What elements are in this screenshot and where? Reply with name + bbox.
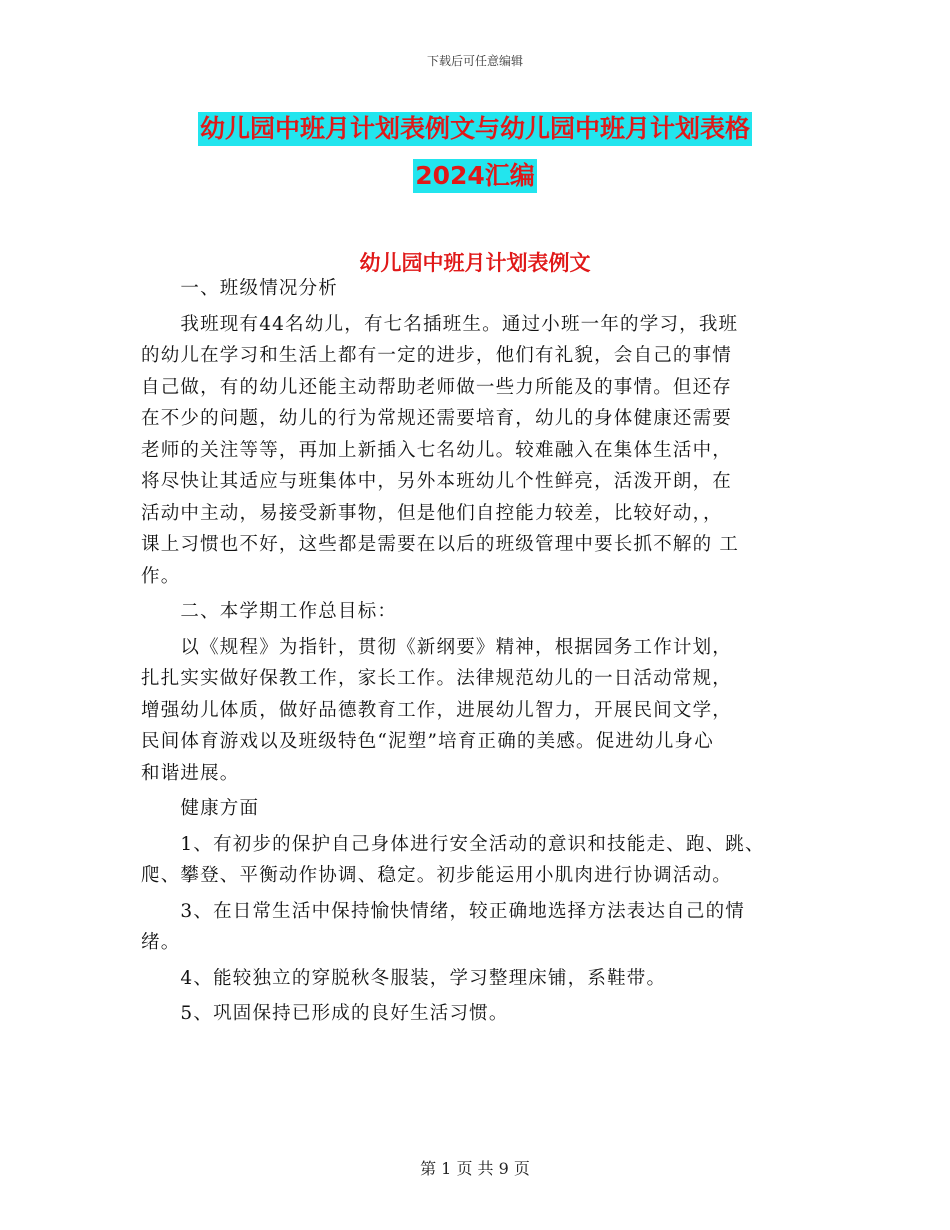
- body-line: 1、有初步的保护自己身体进行安全活动的意识和技能走、跑、跳、: [141, 833, 765, 855]
- body-line: 在不少的问题，幼儿的行为常规还需要培育，幼儿的身体健康还需要: [141, 408, 733, 429]
- body-line: 和谐进展。: [141, 762, 240, 784]
- body-line: 自己做，有的幼儿还能主动帮助老师做一些力所能及的事情。但还存: [141, 376, 733, 398]
- body-line: 民间体育游戏以及班级特色“泥塑”培育正确的美感。促进幼儿身心: [141, 731, 714, 752]
- section-heading: 幼儿园中班月计划表例文: [359, 251, 591, 275]
- body-line: 爬、攀登、平衡动作协调、稳定。初步能运用小肌肉进行协调活动。: [141, 865, 733, 886]
- body-line: 以《规程》为指针，贯彻《新纲要》精神，根据园务工作计划，: [141, 636, 733, 658]
- body-line: 作。: [141, 565, 181, 587]
- body-line: 4、能较独立的穿脱秋冬服装，学习整理床铺，系鞋带。: [141, 967, 667, 989]
- body-line: 我班现有44名幼儿，有七名插班生。通过小班一年的学习，我班: [141, 313, 739, 335]
- page-footer: 第 1 页 共 9 页: [420, 1159, 530, 1178]
- body-line: 绪。: [141, 932, 181, 953]
- body-line: 5、巩固保持已形成的良好生活习惯。: [141, 1003, 509, 1024]
- body-line: 的幼儿在学习和生活上都有一定的进步，他们有礼貌，会自己的事情: [141, 345, 733, 366]
- body-line: 将尽快让其适应与班集体中，另外本班幼儿个性鲜亮，活泼开朗，在: [141, 471, 733, 492]
- body-line: 扎扎实实做好保教工作，家长工作。法律规范幼儿的一日活动常规，: [141, 668, 733, 689]
- body-line: 健康方面: [141, 798, 260, 819]
- body-line: 3、在日常生活中保持愉快情绪，较正确地选择方法表达自己的情: [141, 900, 745, 922]
- document-body: [141, 273, 821, 1030]
- body-line: 增强幼儿体质，做好品德教育工作，进展幼儿智力，开展民间文学，: [141, 699, 733, 721]
- body-line: 课上习惯也不好，这些都是需要在以后的班级管理中要长抓不解的 工: [141, 534, 740, 555]
- document-title-line-1: 幼儿园中班月计划表例文与幼儿园中班月计划表格: [198, 112, 752, 146]
- document-title-line-2-wrap: [0, 159, 950, 193]
- header-note: 下载后可任意编辑: [426, 54, 523, 68]
- document-title-line-2: 2024汇编: [413, 159, 537, 193]
- body-line: 活动中主动，易接受新事物，但是他们自控能力较差，比较好动，，: [141, 502, 723, 524]
- body-line: 一、班级情况分析: [141, 278, 339, 299]
- body-line: 老师的关注等等，再加上新插入七名幼儿。较难融入在集体生活中，: [141, 439, 733, 461]
- document-title-line-1-wrap: [0, 112, 950, 146]
- body-line: 二、本学期工作总目标：: [141, 601, 398, 622]
